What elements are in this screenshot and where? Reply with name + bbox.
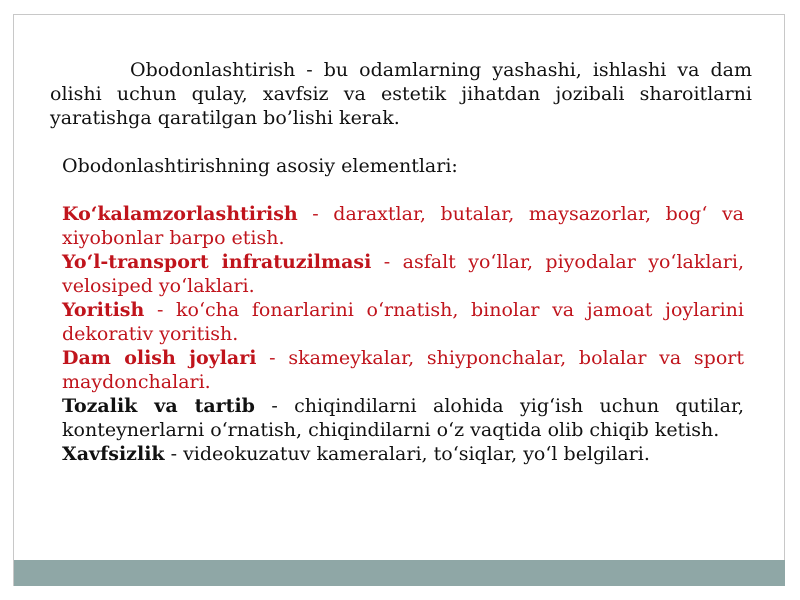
element-term: Xavfsizlik bbox=[62, 443, 165, 465]
footer-bar bbox=[14, 560, 785, 586]
intro-paragraph: Obodonlashtirish - bu odamlarning yashashi, ishlashi va dam olishi uchun qulay, xavfsiz va estetik jihatdan jozibali sharoitlarni yaratishga qaratilgan bo’lishi kerak. bbox=[50, 59, 752, 129]
element-description: - skameykalar, shiyponchalar, bolalar va sport maydonchalari. bbox=[62, 347, 744, 393]
element-description: - ko‘cha fonarlarini o‘rnatish, binolar va jamoat joylarini dekorativ yoritish. bbox=[62, 299, 744, 345]
element-lighting bbox=[62, 298, 744, 346]
element-term: Yo‘l-transport infratuzilmasi bbox=[62, 251, 372, 273]
element-description: - chiqindilarni alohida yig‘ish uchun qutilar, konteynerlarni o‘rnatish, chiqindilarni o‘z vaqtida olib chiqib ketish. bbox=[62, 395, 744, 441]
element-description: - videokuzatuv kameralari, to‘siqlar, yo‘l belgilari. bbox=[164, 443, 650, 465]
element-description: - asfalt yo‘llar, piyodalar yo‘laklari, velosiped yo‘laklari. bbox=[62, 251, 744, 297]
element-term: Yoritish bbox=[62, 299, 145, 321]
element-recreation-areas bbox=[62, 346, 744, 394]
element-road-transport bbox=[62, 250, 744, 298]
elements-list bbox=[62, 202, 744, 466]
element-cleanliness bbox=[62, 394, 744, 442]
element-description: - daraxtlar, butalar, maysazorlar, bog‘ va xiyobonlar barpo etish. bbox=[62, 203, 744, 249]
element-term: Tozalik va tartib bbox=[62, 395, 255, 417]
element-term: Dam olish joylari bbox=[62, 347, 257, 369]
elements-heading: Obodonlashtirishning asosiy elementlari: bbox=[62, 155, 458, 177]
element-safety bbox=[62, 442, 744, 466]
element-term: Ko‘kalamzorlashtirish bbox=[62, 203, 298, 225]
element-greening bbox=[62, 202, 744, 250]
